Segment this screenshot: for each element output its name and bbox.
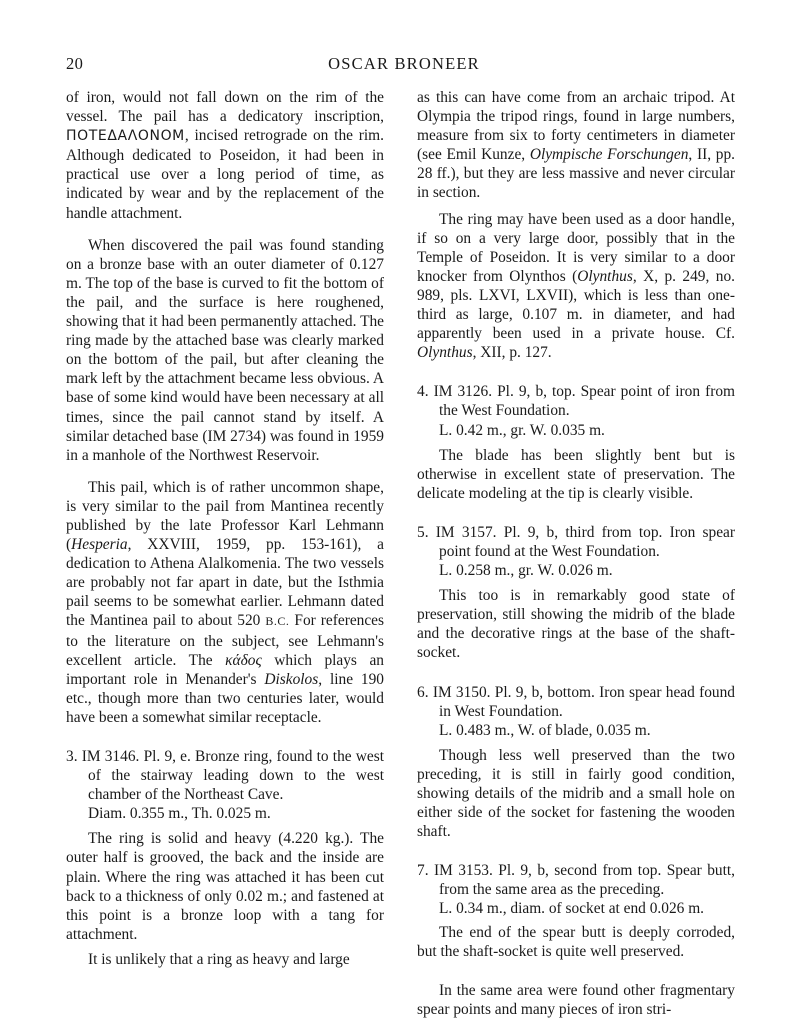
catalog-item-4-heading: 4. IM 3126. Pl. 9, b, top. Spear point of iron from the West Foundation. — [417, 383, 735, 420]
running-header — [66, 54, 742, 78]
catalog-item-6-description: Though less well preserved than the two preceding, it is still in fairly good condition, showing details of the midrib and a small hole on either side of the socket for fastening the wooden shaft. — [417, 746, 735, 841]
catalog-item-5-description: This too is in remarkably good state of preservation, still showing the midrib of the blade and the decorative rings at the base of the shaft-socket. — [417, 587, 735, 662]
catalog-item-5-measurements: L. 0.258 m., gr. W. 0.026 m. — [439, 562, 613, 580]
catalog-item-6-measurements: L. 0.483 m., W. of blade, 0.035 m. — [439, 721, 651, 739]
page-number: 20 — [66, 54, 84, 73]
inscription-text: ΠΟΤΕΔΑΛΟΝΟΜ — [66, 128, 185, 145]
catalog-item-3-measurements: Diam. 0.355 m., Th. 0.025 m. — [88, 805, 271, 823]
paragraph-other-fragments: In the same area were found other fragmentary spear points and many pieces of iron stri- — [417, 981, 735, 1018]
right-column — [417, 88, 735, 1019]
catalog-item-3-description: The ring is solid and heavy (4.220 kg.). The outer half is grooved, the back and the inside are plain. Where the ring was attached it has been cut back to a thickness of only 0.02 m.; and fastened at this point is a bronze loop with a tang for attachment. — [66, 830, 384, 943]
catalog-item-4-description: The blade has been slightly bent but is otherwise in excellent state of preservation. The delicate modeling at the tip is clearly visible. — [417, 446, 735, 502]
catalog-item-3-heading: 3. IM 3146. Pl. 9, e. Bronze ring, found to the west of the stairway leading down to the west chamber of the Northeast Cave. — [66, 748, 384, 804]
paragraph-tripod-rings: as this can have come from an archaic tripod. At Olympia the tripod rings, found in large numbers, measure from six to forty centimeters in diameter (see Emil Kunze, Olympische Forschungen, II, pp. 28 ff.), but they are less massive and never circular in section. — [417, 89, 735, 202]
catalog-item-5-heading: 5. IM 3157. Pl. 9, b, third from top. Iron spear point found at the West Foundation. — [417, 523, 735, 560]
paragraph-mantinea-pail: This pail, which is of rather uncommon shape, is very similar to the pail from Mantinea recently published by the late Professor Karl Lehmann (Hesperia, XXVIII, 1959, pp. 153-161), a dedication to Athena Alalkomenia. The two vessels are probably not far apart in date, but the Isthmia pail seems to be somewhat earlier. Lehmann dated the Mantinea pail to about 520 B.C. For references to the literature on the subject, see Lehmann's excellent article. The κάδος which plays an important role in Menander's Diskolos, line 190 etc., though more than two centuries later, would have been a somewhat similar receptacle. — [66, 478, 385, 726]
paragraph-bronze-base: When discovered the pail was found standing on a bronze base with an outer diameter of 0.127 m. The top of the base is curved to fit the bottom of the pail, and the surface is here roughened, showing that it had been permanently attached. The ring made by the attached base was clearly marked on the bottom of the pail, but after cleaning the mark left by the attachment became less obvious. A base of some kind would have been necessary at all times, since the pail cannot stand by itself. A similar detached base (IM 2734) was found in 1959 in a manhole of the Northwest Reservoir. — [66, 236, 384, 464]
paragraph-door-handle: The ring may have been used as a door handle, if so on a very large door, possibly that in the Temple of Poseidon. It is very similar to a door knocker from Olynthos (Olynthus, X, p. 249, no. 989, pls. LXVI, LXVII), which is less than one-third as large, 0.107 m. in diameter, and had apparently been used in a private house. Cf. Olynthus, XII, p. 127. — [417, 210, 735, 362]
left-column — [66, 88, 384, 969]
running-title: OSCAR BRONEER — [328, 54, 480, 73]
catalog-item-4-measurements: L. 0.42 m., gr. W. 0.035 m. — [439, 421, 605, 439]
catalog-item-7-description: The end of the spear butt is deeply corroded, but the shaft-socket is quite well preserved. — [417, 923, 735, 960]
catalog-item-7-heading: 7. IM 3153. Pl. 9, b, second from top. Spear butt, from the same area as the preceding. — [417, 862, 735, 899]
paragraph-pail-inscription: of iron, would not fall down on the rim of the vessel. The pail has a dedicatory inscription, ΠΟΤΕΔΑΛΟΝΟΜ, incised retrograde on the rim. Although dedicated to Poseidon, it had been in practical use over a long period of time, as indicated by wear and by the replacement of the handle attachment. — [66, 89, 384, 222]
catalog-item-6-heading: 6. IM 3150. Pl. 9, b, bottom. Iron spear head found in West Foundation. — [417, 683, 735, 720]
catalog-item-7-measurements: L. 0.34 m., diam. of socket at end 0.026 m. — [439, 900, 705, 918]
catalog-item-3-continuation: It is unlikely that a ring as heavy and large — [88, 950, 350, 968]
